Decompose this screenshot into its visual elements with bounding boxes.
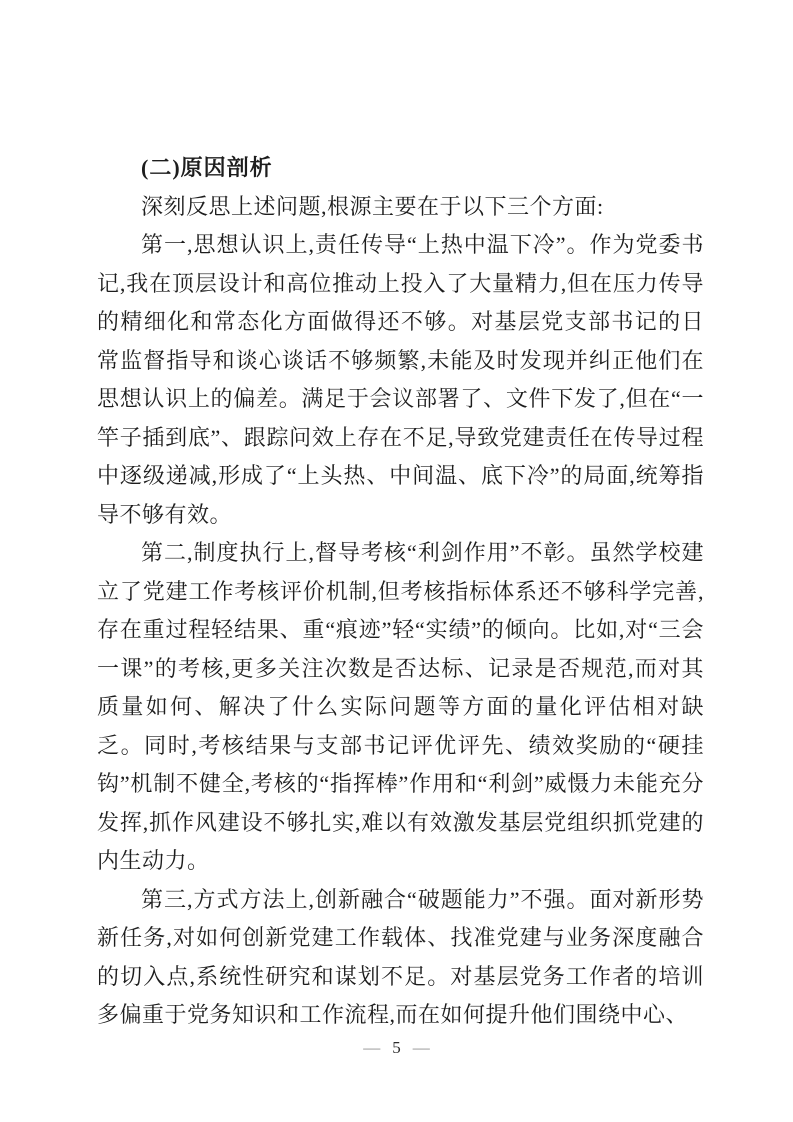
page-footer — [0, 1036, 793, 1060]
footer-right-dash: — — [412, 1038, 430, 1057]
footer-left-dash: — — [363, 1038, 381, 1057]
paragraph-second-reason: 第二,制度执行上,督导考核“利剑作用”不彰。虽然学校建立了党建工作考核评价机制,但考核指标体系还不够科学完善,存在重过程轻结果、重“痕迹”轻“实绩”的倾向。比如,对“三会一课”的考核,更多关注次数是否达标、记录是否规范,而对其质量如何、解决了什么实际问题等方面的量化评估相对缺乏。同时,考核结果与支部书记评优评先、绩效奖励的“硬挂钩”机制不健全,考核的“指挥棒”作用和“利剑”威慑力未能充分发挥,抓作风建设不够扎实,难以有效激发基层党组织抓党建的内生动力。 — [97, 540, 704, 873]
section-heading: (二)原因剖析 — [141, 155, 273, 180]
paragraph-first-reason: 第一,思想认识上,责任传导“上热中温下冷”。作为党委书记,我在顶层设计和高位推动上投入了大量精力,但在压力传导的精细化和常态化方面做得还不够。对基层党支部书记的日常监督指导和谈心谈话不够频繁,未能及时发现并纠正他们在思想认识上的偏差。满足于会议部署了、文件下发了,但在“一竿子插到底”、跟踪问效上存在不足,导致党建责任在传导过程中逐级递减,形成了“上头热、中间温、底下冷”的局面,统筹指导不够有效。 — [97, 232, 704, 527]
page-number: 5 — [392, 1038, 401, 1057]
intro-paragraph: 深刻反思上述问题,根源主要在于以下三个方面: — [141, 193, 604, 219]
paragraph-third-reason: 第三,方式方法上,创新融合“破题能力”不强。面对新形势新任务,对如何创新党建工作载体、找准党建与业务深度融合的切入点,系统性研究和谋划不足。对基层党务工作者的培训多偏重于党务知识和工作流程,而在如何提升他们围绕中心、 — [97, 886, 704, 1027]
document-body — [97, 149, 704, 1035]
